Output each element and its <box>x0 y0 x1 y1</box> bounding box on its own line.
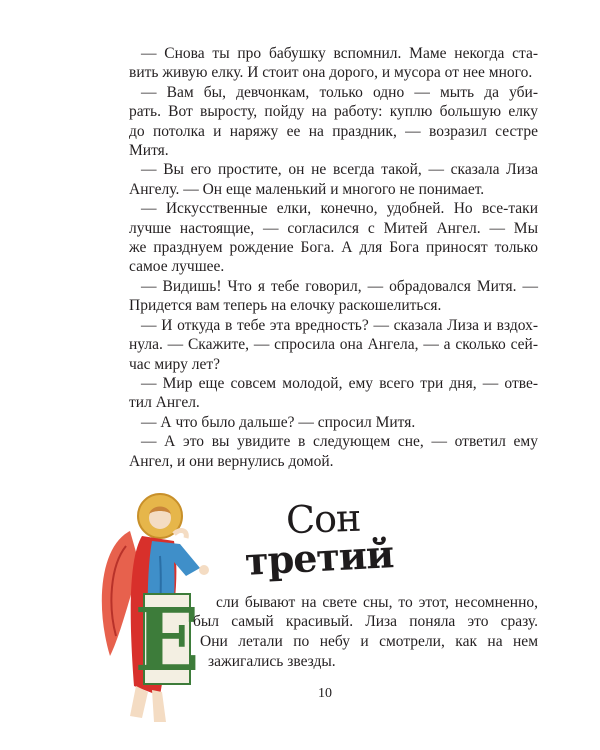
text-line: же празднуем рождение Бога. А для Бога приносят только <box>129 239 538 257</box>
text-line: — Видишь! Что я тебе говорил, — обрадовался Митя. — <box>141 277 538 295</box>
text-line: нула. — Скажите, — спросила она Ангела, — а сколько сей- <box>129 336 538 354</box>
angel-hand <box>174 531 186 538</box>
paragraph <box>117 160 538 199</box>
text-line: — Вам бы, девчонкам, только одно — мыть да уби- <box>141 83 538 101</box>
text-line: Ангелу. — Он еще маленький и многого не понимает. <box>129 180 485 198</box>
paragraph <box>117 432 538 471</box>
text-line: самое лучшее. <box>129 258 225 276</box>
text-line: Митя. <box>129 142 169 160</box>
paragraph <box>117 277 538 316</box>
text-line: до потолка и наряжу ее на праздник, — возразил сестре <box>129 122 538 140</box>
text-line: был самый красивый. Лиза поняла это сразу. <box>193 613 538 630</box>
text-line: — Мир еще совсем молодой, ему всего три дня, — отве- <box>141 374 538 392</box>
text-line: — И откуда в тебе эта вредность? — сказала Лиза и вздох- <box>141 316 538 334</box>
text-line: Ангел, и они вернулись домой. <box>129 452 334 470</box>
text-line: лучше настоящие, — согласился с Митей Ангел. — Мы <box>129 219 538 237</box>
text-line: — Вы его простите, он не всегда такой, — сказала Лиза <box>141 161 538 179</box>
paragraph <box>117 44 538 83</box>
heading-line-1: Сон <box>285 495 362 543</box>
heading-line-2: третий <box>243 531 395 584</box>
story-text <box>117 44 538 471</box>
svg-text:Е: Е <box>134 590 200 691</box>
page-number: 10 <box>318 686 332 701</box>
text-line: — Искусственные елки, конечно, удобней. Но все-таки <box>141 200 538 218</box>
text-line: тил Ангел. <box>129 394 200 412</box>
paragraph <box>117 374 538 413</box>
paragraph <box>117 316 538 374</box>
text-line: рать. Вот выросту, пойду на работу: куплю большую елку <box>129 103 538 121</box>
text-line: — А это вы увидите в следующем сне, — ответил ему <box>141 433 538 451</box>
text-line: Придется вам теперь на елочку раскошелиться. <box>129 297 442 315</box>
text-line: — Снова ты про бабушку вспомнил. Маме некогда ста- <box>141 45 538 62</box>
text-line: час миру лет? <box>129 355 220 373</box>
text-line: сли бывают на свете сны, то этот, несомненно, <box>216 594 538 611</box>
paragraph <box>117 83 538 161</box>
text-line: зажигались звезды. <box>208 653 336 670</box>
drop-cap <box>134 590 200 691</box>
angel-illustration <box>90 486 220 736</box>
text-line: Они летали по небу и смотрели, как на нем <box>200 633 538 650</box>
paragraph <box>117 413 538 432</box>
paragraph <box>117 199 538 277</box>
text-line: — А что было дальше? — спросил Митя. <box>141 413 416 431</box>
text-line: вить живую елку. И стоит она дорого, и мусора от нее много. <box>129 64 533 82</box>
